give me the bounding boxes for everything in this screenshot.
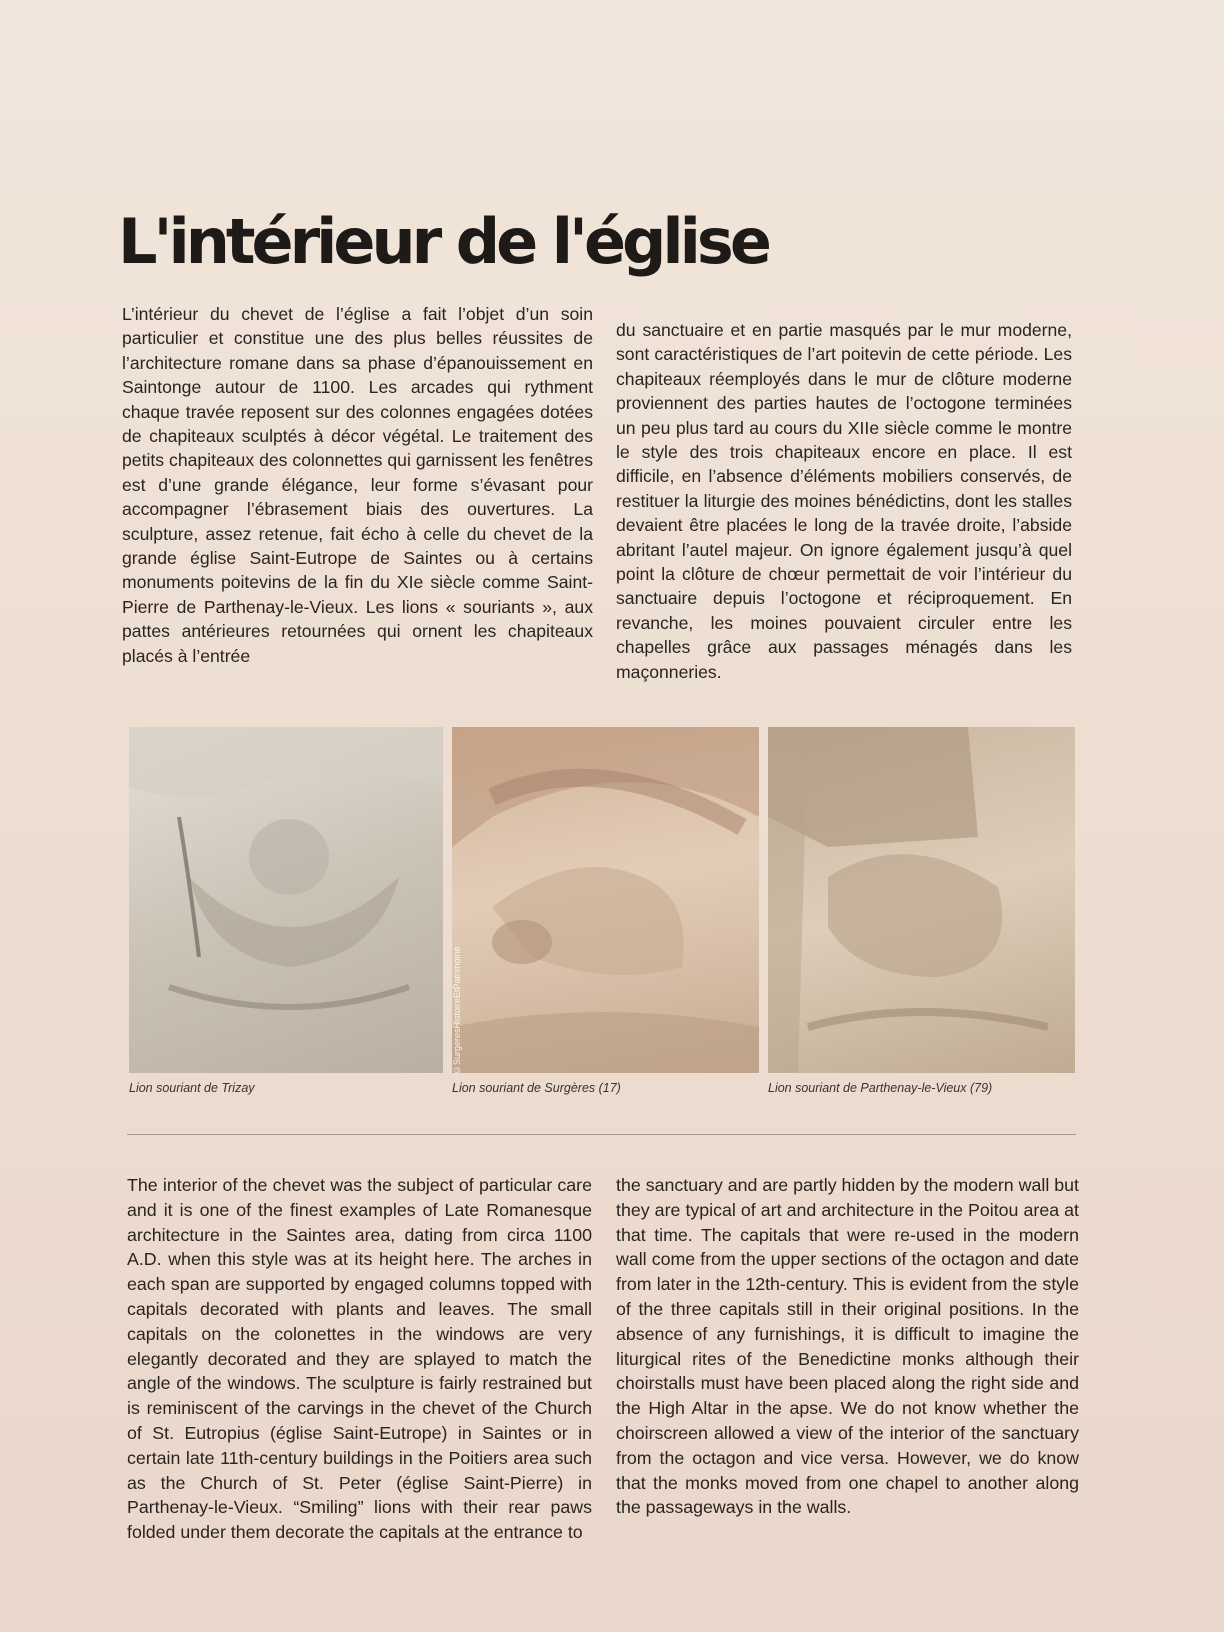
photo-watermark: ©SurgeresHistoireEtPatrimoine [452,946,462,1075]
french-text-left-column: L’intérieur du chevet de l’église a fait l’objet d’un soin particulier et constitue une des plus belles réussites de l’architecture romane dans sa phase d’épanouissement en Saintonge autour de 1100. Les arcades qui rythment chaque travée reposent sur des colonnes engagées dotées de chapiteaux sculptés à décor végétal. Le traitement des petits chapiteaux des colonnettes qui garnissent les fenêtres est d’une grande élégance, leur forme s’évasant pour accompagner l’ébrasement biais des ouvertures. La sculpture, assez retenue, fait écho à celle du chevet de la grande église Saint-Eutrope de Saintes ou à certains monuments poitevins de la fin du XIe siècle comme Saint-Pierre de Parthenay-le-Vieux. Les lions « souriants », aux pattes antérieures retournées qui ornent les chapiteaux placés à l’entrée [122,304,593,666]
english-text-left-column: The interior of the chevet was the subject of particular care and it is one of the finest examples of Late Romanesque architecture in the Saintes area, dating from circa 1100 A.D. when this style was at its height here. The arches in each span are supported by engaged columns topped with capitals decorated with plants and leaves. The small capitals on the colonettes in the windows are very elegantly decorated and they are splayed to match the angle of the windows. The sculpture is fairly restrained but is reminiscent of the carvings in the chevet of the Church of St. Eutropius (église Saint-Eutrope) in Saintes or in certain late 11th-century buildings in the Poitiers area such as the Church of St. Peter (église Saint-Pierre) in Parthenay-le-Vieux. “Smiling” lions with their rear paws folded under them decorate the capitals at the entrance to [127,1175,592,1543]
english-text-right-column: the sanctuary and are partly hidden by the modern wall but they are typical of art and architecture in the Poitou area at that time. The capitals that were re-used in the modern wall come from the upper sections of the octagon and date from later in the 12th-century. This is evident from the style of the three capitals still in their original positions. In the absence of any furnishings, it is difficult to imagine the liturgical rites of the Benedictine monks although their choirstalls must have been placed along the right side and the High Altar in the apse. We do not know whether the choirscreen allowed a view of the interior of the sanctuary from the octagon and vice versa. However, we do know that the monks moved from one chapel to another along the passageways in the walls. [616,1175,1079,1518]
caption-trizay: Lion souriant de Trizay [129,1081,255,1095]
photo-lion-parthenay-le-vieux [768,727,1075,1073]
caption-parthenay: Lion souriant de Parthenay-le-Vieux (79) [768,1081,993,1095]
section-divider [127,1134,1076,1135]
photo-lion-trizay [129,727,443,1073]
caption-surgeres: Lion souriant de Surgères (17) [452,1081,621,1095]
french-text-right-column: du sanctuaire et en partie masqués par le mur moderne, sont caractéristiques de l’art poitevin de cette période. Les chapiteaux réemployés dans le mur de clôture moderne proviennent des parties hautes de l’octogone terminées un peu plus tard au cours du XIIe siècle comme le montre le style des trois chapiteaux encore en place. Il est difficile, en l’absence d’éléments mobiliers conservés, de restituer la liturgie des moines bénédictins, dont les stalles devaient être placées le long de la travée droite, l’abside abritant l’autel majeur. On ignore également jusqu’à quel point la clôture de chœur permettait de voir l’intérieur du sanctuaire depuis l’octogone et réciproquement. En revanche, les moines pouvaient circuler entre les chapelles grâce aux passages ménagés dans les maçonneries. [616,320,1072,682]
page-title: L'intérieur de l'église [118,205,768,278]
photo-lion-surgeres [452,727,759,1073]
